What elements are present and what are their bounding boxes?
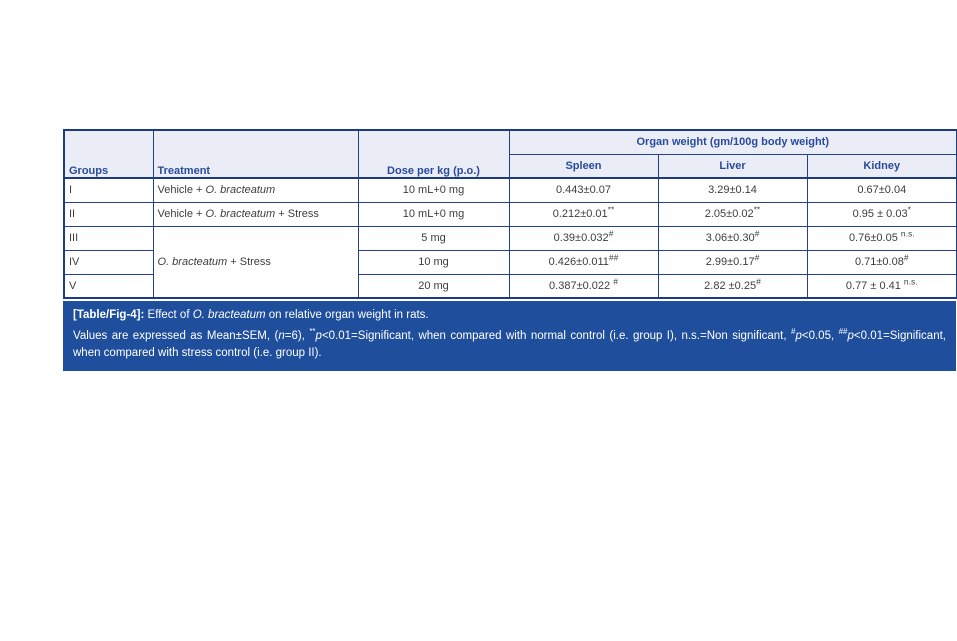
cell-treatment-merged: [153, 226, 358, 298]
significance-mark: n.s.: [903, 276, 918, 287]
cell-group: IV: [64, 250, 153, 274]
significance-mark: #: [608, 228, 614, 239]
value-text: 2.05±0.02: [704, 208, 754, 220]
treatment-species: O. bracteatum: [205, 208, 276, 220]
significance-mark: **: [753, 204, 761, 215]
header-treatment: Treatment: [153, 130, 358, 178]
value-text: 0.76±0.05: [848, 232, 901, 244]
header-organ-weight: Organ weight (gm/100g body weight): [509, 130, 957, 154]
significance-mark: **: [309, 327, 316, 337]
cell-group: I: [64, 178, 153, 202]
value-text: 0.387±0.022: [549, 279, 614, 292]
treatment-species: O. bracteatum: [205, 184, 276, 197]
caption-label: [Table/Fig-4]:: [73, 309, 145, 321]
significance-mark: ##: [608, 252, 619, 263]
significance-mark: #: [754, 252, 760, 263]
cell-liver: [658, 250, 807, 274]
table-row-group-II: [64, 202, 957, 226]
value-text: 0.39±0.032: [553, 232, 609, 244]
significance-mark: ##: [838, 327, 848, 337]
value-text: 0.71±0.08: [854, 256, 904, 268]
cell-liver: [658, 202, 807, 226]
note-text: <0.01=Significant, when compared with stress control (i.e. group II).: [73, 330, 946, 359]
value-text: 0.426±0.011: [548, 256, 609, 268]
cell-dose: 5 mg: [358, 226, 509, 250]
value-text: 0.77 ± 0.41: [845, 279, 904, 292]
header-row-1: [64, 130, 957, 154]
significance-mark: #: [754, 228, 760, 239]
treatment-text: + Stress: [275, 208, 319, 220]
organ-weight-table: [63, 129, 957, 299]
cell-spleen: [509, 202, 658, 226]
caption-note: [73, 328, 946, 362]
note-italic-p: p: [795, 330, 802, 342]
cell-kidney: [807, 250, 957, 274]
header-kidney: Kidney: [807, 154, 957, 178]
caption-species: O. bracteatum: [192, 309, 266, 321]
cell-liver: [658, 226, 807, 250]
significance-mark: #: [613, 276, 618, 287]
significance-mark: #: [903, 252, 909, 263]
cell-dose: 20 mg: [358, 274, 509, 298]
value-text: 2.99±0.17: [705, 256, 755, 268]
value-text: 0.443±0.07: [556, 184, 611, 197]
treatment-text: Vehicle +: [157, 184, 206, 197]
cell-kidney: [807, 202, 957, 226]
cell-kidney: [807, 226, 957, 250]
table-row-group-I: [64, 178, 957, 202]
cell-kidney: [807, 274, 957, 298]
note-italic-n: n: [278, 330, 285, 342]
significance-mark: *: [907, 204, 911, 215]
value-text: 2.82 ±0.25: [704, 279, 757, 292]
note-italic-p: p: [847, 330, 854, 342]
cell-kidney: [807, 178, 957, 202]
value-text: 0.67±0.04: [857, 184, 907, 197]
cell-spleen: [509, 250, 658, 274]
cell-group: III: [64, 226, 153, 250]
value-text: 3.06±0.30: [705, 232, 755, 244]
significance-mark: #: [756, 276, 761, 287]
cell-group: II: [64, 202, 153, 226]
table-row-group-III: [64, 226, 957, 250]
cell-treatment: [153, 178, 358, 202]
note-text: <0.01=Significant, when compared with normal control (i.e. group I), n.s.=Non significant,: [321, 330, 792, 342]
header-spleen: Spleen: [509, 154, 658, 178]
caption-title: [73, 308, 946, 323]
value-text: 0.95 ± 0.03: [852, 208, 908, 220]
significance-mark: #: [791, 327, 796, 337]
value-text: 3.29±0.14: [708, 184, 757, 197]
cell-spleen: [509, 178, 658, 202]
cell-dose: 10 mL+0 mg: [358, 202, 509, 226]
note-text: Values are expressed as Mean±SEM, (: [73, 330, 279, 342]
treatment-text: Vehicle +: [157, 208, 206, 220]
cell-dose: 10 mL+0 mg: [358, 178, 509, 202]
caption-title-text: on relative organ weight in rats.: [265, 309, 429, 321]
cell-dose: 10 mg: [358, 250, 509, 274]
significance-mark: **: [607, 204, 615, 215]
cell-liver: [658, 274, 807, 298]
treatment-text: + Stress: [227, 255, 271, 268]
cell-group: V: [64, 274, 153, 298]
treatment-species: O. bracteatum: [157, 255, 228, 268]
table-figure: [63, 129, 956, 371]
cell-treatment: [153, 202, 358, 226]
cell-spleen: [509, 274, 658, 298]
header-liver: Liver: [658, 154, 807, 178]
significance-mark: n.s.: [900, 228, 915, 239]
note-italic-p: p: [315, 330, 322, 342]
note-text: =6),: [284, 330, 310, 342]
header-dose: Dose per kg (p.o.): [358, 130, 509, 178]
header-groups: Groups: [64, 130, 153, 178]
figure-caption: [63, 301, 956, 371]
note-text: <0.05,: [801, 330, 839, 342]
cell-spleen: [509, 226, 658, 250]
value-text: 0.212±0.01: [552, 208, 608, 220]
cell-liver: [658, 178, 807, 202]
caption-title-text: Effect of: [144, 309, 193, 321]
table-header: [64, 130, 957, 178]
